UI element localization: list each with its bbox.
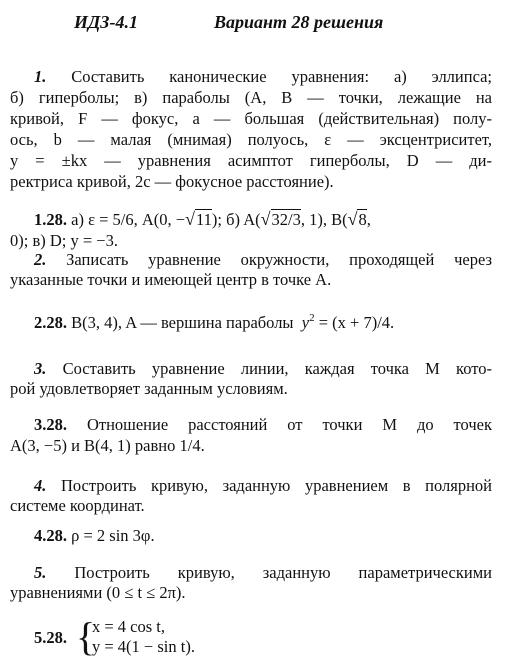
task1-line-6: ректриса кривой, 2c — фокусное расстояние). [10, 172, 334, 191]
task1-line-5: y = ±kx — уравнения асимптот гиперболы, D — ди- [10, 151, 492, 170]
task1-line-4: ось, b — малая (мнимая) полуось, ε — эксцентриситет, [10, 130, 492, 149]
task2-line-1: 2. Записать уравнение окружности, проходящей через [34, 250, 492, 269]
item5-eq-1: x = 4 cos t, [92, 617, 166, 636]
task3-line-2: рой удовлетворяет заданным условиям. [10, 379, 288, 398]
task2-number: 2. [34, 250, 47, 269]
item3-line-2: A(3, −5) и B(4, 1) равно 1/4. [10, 436, 205, 455]
item3-line-1: 3.28. Отношение расстояний от точки M до точек [34, 415, 492, 434]
task3-number: 3. [34, 359, 47, 378]
item1-number: 1.28. [34, 210, 67, 229]
item3-number: 3.28. [34, 415, 67, 434]
task5-number: 5. [34, 563, 47, 582]
header-code: ИДЗ-4.1 [74, 12, 138, 32]
task4-line-2: системе координат. [10, 496, 145, 515]
item4-number: 4.28. [34, 526, 67, 545]
task3-line-1: 3. Составить уравнение линии, каждая точка M кото- [34, 359, 493, 378]
item1-line-2: 0); в) D; y = −3. [10, 231, 118, 250]
item5-eq-2: y = 4(1 − sin t). [92, 637, 195, 656]
task2-line-2: указанные точки и имеющей центр в точке A. [10, 270, 332, 289]
item5-number: 5.28. [34, 628, 67, 647]
system-brace: { [76, 614, 96, 659]
item2-number: 2.28. [34, 313, 67, 332]
item2-line: 2.28. B(3, 4), A — вершина параболы $y^2 = (x + 7)/4$. [34, 312, 395, 332]
task5-line-1: 5. Построить кривую, заданную параметрическими [34, 563, 492, 582]
header-variant: Вариант 28 решения [214, 12, 384, 32]
item1-line-1: 1.28. а) ε = 5/6, A(0, −√11); б) A(√32/3, 1), B(√8, [34, 209, 371, 229]
item4-line: 4.28. ρ = 2 sin 3φ. [34, 526, 155, 545]
task1-number: 1. [34, 67, 47, 86]
task1-line-3: кривой, F — фокус, a — большая (действительная) полу- [10, 109, 492, 128]
task1-line-1: 1. Составить канонические уравнения: а) эллипса; [34, 67, 493, 86]
task4-line-1: 4. Построить кривую, заданную уравнением в полярной [34, 476, 493, 495]
task4-number: 4. [34, 476, 47, 495]
task5-line-2: уравнениями (0 ≤ t ≤ 2π). [10, 583, 186, 602]
task1-line-2: б) гиперболы; в) параболы (A, B — точки, лежащие на [10, 88, 492, 107]
